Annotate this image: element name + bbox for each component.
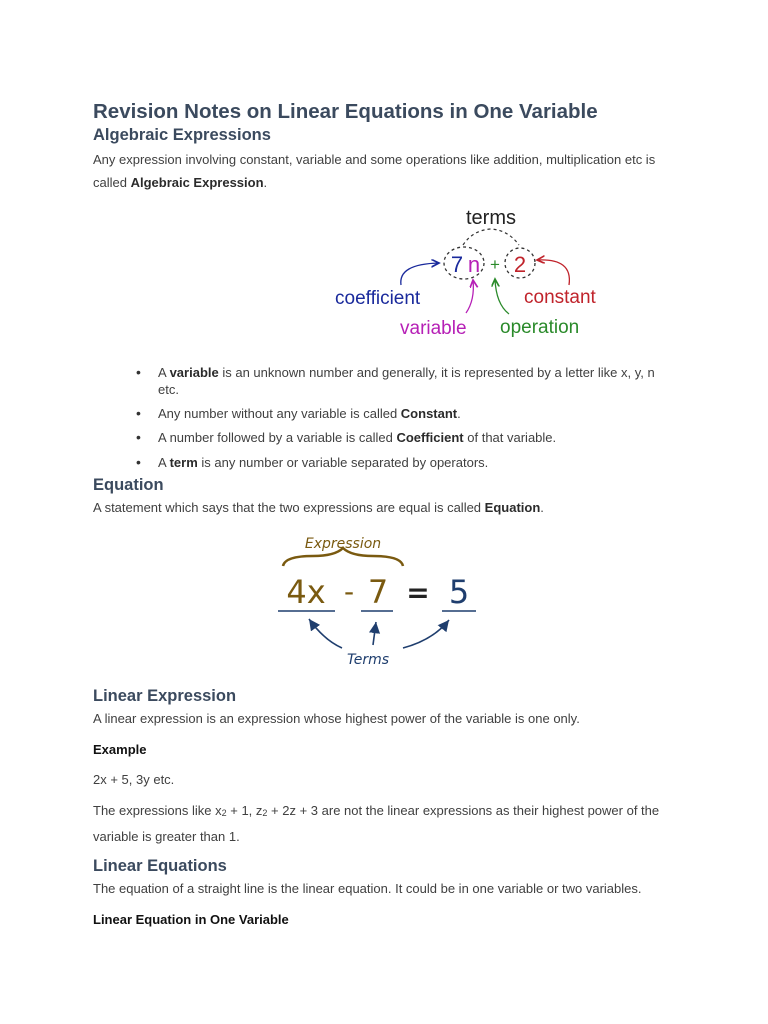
non-linear-note: The expressions like $x_2 + 1$, $z_2 + 2z + 3$ are not the linear expressions as their highest power of the variable is greater than 1. (93, 803, 660, 844)
heading-equation: Equation (93, 476, 164, 494)
variable-arrow (466, 280, 473, 313)
example-label: Example (93, 742, 147, 757)
term-arrow-7 (373, 622, 376, 645)
operation-label: operation (500, 317, 580, 338)
terms-dashed-brace (463, 229, 519, 245)
equation-diagram (273, 530, 493, 672)
list-item: • A variable is an unknown number and generally, it is represented by a letter like x, y, n etc. (158, 364, 673, 398)
algebraic-paragraph: Any expression involving constant, variable and some operations like addition, multiplication etc is called Algebraic Expression. (93, 152, 656, 190)
subheading-one-variable: Linear Equation in One Variable (93, 912, 289, 927)
terms-caption: Terms (346, 652, 390, 668)
terms-diagram (233, 200, 596, 345)
equation-term-4x: 4x (286, 573, 326, 611)
expression-label: Expression (304, 536, 382, 552)
equation-paragraph: A statement which says that the two expressions are equal is called Equation. (93, 500, 544, 515)
page-title: Revision Notes on Linear Equations in One Variable (93, 100, 598, 123)
terms-label: terms (466, 207, 516, 229)
linear-expression-paragraph: A linear expression is an expression whose highest power of the variable is one only. (93, 711, 580, 726)
constant-label: constant (524, 287, 596, 308)
heading-linear-equations: Linear Equations (93, 857, 227, 875)
term-arrow-5 (403, 620, 449, 648)
linear-equations-paragraph: The equation of a straight line is the linear equation. It could be in one variable or two variables. (93, 881, 642, 896)
heading-linear-expression: Linear Expression (93, 687, 237, 705)
coefficient-number: 7 (450, 252, 464, 277)
coefficient-arrow (401, 263, 439, 285)
coefficient-label: coefficient (335, 288, 421, 309)
equation-rhs-5: 5 (448, 573, 470, 611)
list-item: • Any number without any variable is called Constant. (158, 405, 673, 422)
constant-arrow (537, 260, 569, 285)
plus-operator: + (490, 255, 500, 274)
constant-number: 2 (513, 252, 527, 277)
operation-arrow (495, 279, 509, 314)
equation-minus: - (343, 575, 355, 608)
term-arrow-4x (309, 619, 342, 648)
list-item: • A term is any number or variable separated by operators. (158, 454, 673, 471)
variable-label: variable (400, 318, 467, 339)
variable-letter: n (467, 252, 481, 277)
list-item: • A number followed by a variable is called Coefficient of that variable. (158, 429, 673, 446)
equation-equals: = (406, 576, 430, 609)
heading-algebraic-expressions: Algebraic Expressions (93, 126, 271, 144)
example-text: 2x + 5, 3y etc. (93, 772, 175, 787)
equation-term-7: 7 (367, 573, 389, 611)
